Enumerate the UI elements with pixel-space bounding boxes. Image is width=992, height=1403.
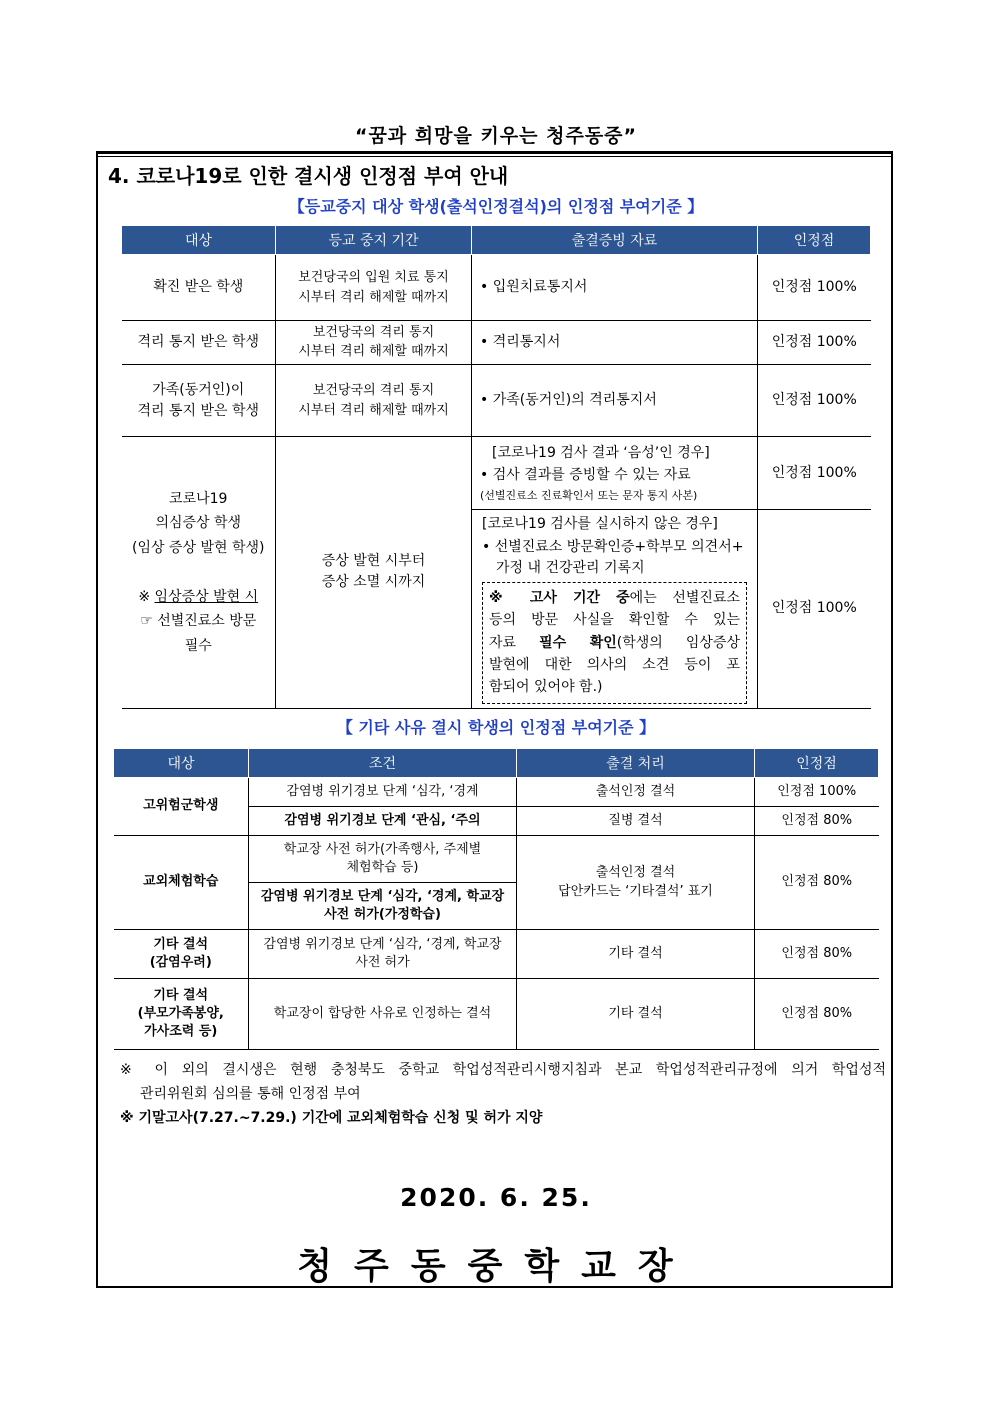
table1-subtitle: 【등교중지 대상 학생(출석인정결석)의 인정점 부여기준 】 [288, 197, 704, 216]
footnote-final-exam: ※ 기말고사(7.27.~7.29.) 기간에 교외체험학습 신청 및 허가 지양 [120, 1110, 543, 1126]
row-target: 가족(동거인)이 격리 통지 받은 학생 [122, 365, 276, 437]
row-processing: 질병 결석 [517, 807, 755, 836]
row-target: 격리 통지 받은 학생 [122, 321, 276, 365]
row-processing: 기타 결석 [517, 930, 755, 979]
row-processing: 출석인정 결석 [517, 778, 755, 807]
row-condition: 감염병 위기경보 단계 ‘심각, ‘경계, 학교장 사전 허가(가정학습) [249, 883, 517, 930]
header-period: 등교 중지 기간 [276, 226, 472, 255]
row-condition: 감염병 위기경보 단계 ‘심각, ‘경계 [249, 778, 517, 807]
row-target: 확진 받은 학생 [122, 255, 276, 321]
covid-negative-evidence: [코로나19 검사 결과 ‘음성’인 경우] • 검사 결과를 증빙할 수 있는 자료 (선별진료소 진료확인서 또는 문자 통지 사본) [472, 437, 758, 510]
header-score: 인정점 [758, 226, 871, 255]
footnote-other-absences: ※ 이 외의 결시생은 현행 충청북도 중학교 학업성적관리시행지침과 본교 학업성적관리규정에 의거 학업성적 관리위원회 심의를 통해 인정점 부여 [120, 1062, 886, 1102]
principal-signature: 청주동중학교장 [297, 1246, 695, 1287]
other-reasons-table [113, 748, 879, 1050]
header-score: 인정점 [755, 749, 879, 778]
suspension-table [121, 225, 871, 709]
header-target: 대상 [114, 749, 249, 778]
row-target: 교외체험학습 [114, 836, 249, 930]
row-target: 고위험군학생 [114, 778, 249, 836]
row-evidence: • 격리통지서 [472, 321, 758, 365]
covid-negative-score: 인정점 100% [758, 437, 871, 510]
row-score: 인정점 100% [758, 365, 871, 437]
header-processing: 출결 처리 [517, 749, 755, 778]
header-condition: 조건 [249, 749, 517, 778]
row-period: 보건당국의 격리 통지 시부터 격리 해제할 때까지 [276, 365, 472, 437]
row-target: 기타 결석 (부모가족봉양, 가사조력 등) [114, 979, 249, 1050]
covid-row-negative [122, 437, 871, 510]
row-target: 기타 결석 (감염우려) [114, 930, 249, 979]
row-score: 인정점 80% [755, 807, 879, 836]
row-score: 인정점 100% [755, 778, 879, 807]
frame-double-line [96, 156, 893, 157]
row-evidence: • 입원치료통지서 [472, 255, 758, 321]
row-score: 인정점 100% [758, 321, 871, 365]
row-condition: 감염병 위기경보 단계 ‘심각, ‘경계, 학교장 사전 허가 [249, 930, 517, 979]
row-period: 보건당국의 격리 통지 시부터 격리 해제할 때까지 [276, 321, 472, 365]
school-motto: “꿈과 희망을 키우는 청주동중” [354, 125, 638, 147]
table-header-row [122, 226, 871, 255]
row-score: 인정점 80% [755, 836, 879, 930]
row-score: 인정점 80% [755, 930, 879, 979]
table-header-row [114, 749, 879, 778]
table2-subtitle: 【 기타 사유 결시 학생의 인정점 부여기준 】 [336, 718, 656, 737]
table-row [122, 255, 871, 321]
covid-period: 증상 발현 시부터 증상 소멸 시까지 [276, 437, 472, 709]
row-condition: 감염병 위기경보 단계 ‘관심, ‘주의 [249, 807, 517, 836]
notice-date: 2020. 6. 25. [400, 1183, 592, 1212]
table-row [114, 930, 879, 979]
table-row [122, 321, 871, 365]
row-period: 보건당국의 입원 치료 통지 시부터 격리 해제할 때까지 [276, 255, 472, 321]
covid-untested-evidence: [코로나19 검사를 실시하지 않은 경우] • 선별진료소 방문확인증+학부모 의견서+ 가정 내 건강관리 기록지 ※ 고사 기간 중에는 선별진료소 등의 방문 사실을 확인할 수 있는 자료 필수 확인(학생의 임상증상 발현에 대한 의사의 소견 등이 포 함되어 있어야 함.) [472, 510, 758, 709]
table-row [122, 365, 871, 437]
row-condition: 학교장 사전 허가(가족행사, 주제별 체험학습 등) [249, 836, 517, 883]
table-row [114, 979, 879, 1050]
row-processing: 기타 결석 [517, 979, 755, 1050]
table-row [114, 778, 879, 807]
row-score: 인정점 100% [758, 255, 871, 321]
header-target: 대상 [122, 226, 276, 255]
row-score: 인정점 80% [755, 979, 879, 1050]
covid-target: 코로나19 의심증상 학생 (임상 증상 발현 학생) ※ 임상증상 발현 시 ☞ 선별진료소 방문 필수 [122, 437, 276, 709]
row-processing: 출석인정 결석 답안카드는 ‘기타결석’ 표기 [517, 836, 755, 930]
covid-untested-score: 인정점 100% [758, 510, 871, 709]
exam-period-notice-box: ※ 고사 기간 중에는 선별진료소 등의 방문 사실을 확인할 수 있는 자료 필수 확인(학생의 임상증상 발현에 대한 의사의 소견 등이 포 함되어 있어야 함.) [482, 582, 747, 704]
row-evidence: • 가족(동거인)의 격리통지서 [472, 365, 758, 437]
section-title: 4. 코로나19로 인한 결시생 인정점 부여 안내 [108, 164, 509, 188]
row-condition: 학교장이 합당한 사유로 인정하는 결석 [249, 979, 517, 1050]
table-row [114, 836, 879, 883]
header-evidence: 출결증빙 자료 [472, 226, 758, 255]
